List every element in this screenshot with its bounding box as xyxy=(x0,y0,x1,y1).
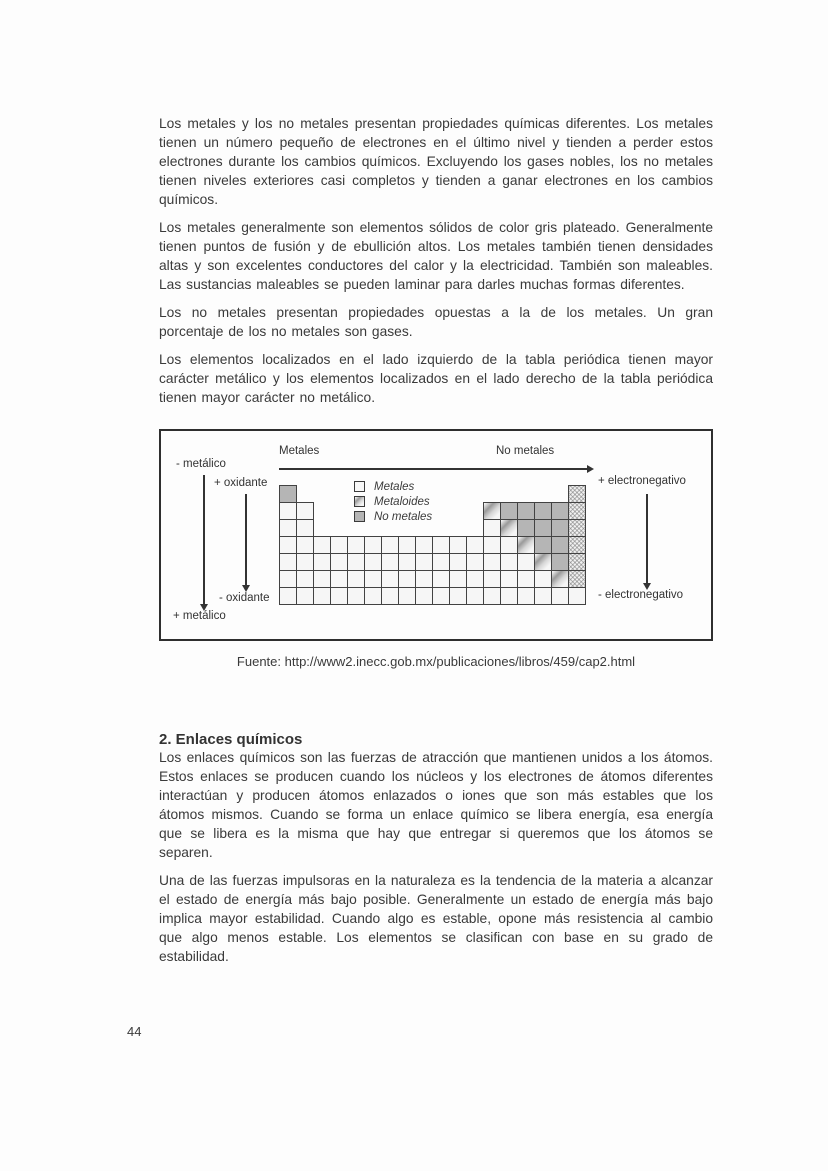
periodic-cell xyxy=(279,553,297,571)
figure-source-caption: Fuente: http://www2.inecc.gob.mx/publicaciones/libros/459/cap2.html xyxy=(236,654,636,669)
periodic-cell xyxy=(398,553,416,571)
periodic-cell xyxy=(500,519,518,537)
legend-label-metaloides: Metaloides xyxy=(374,495,430,508)
metales-no-metales-arrow-icon xyxy=(279,468,587,470)
periodic-cell xyxy=(568,587,586,605)
periodic-cell xyxy=(551,587,569,605)
periodic-cell xyxy=(432,587,450,605)
periodic-cell xyxy=(313,536,331,554)
periodic-cell xyxy=(551,570,569,588)
periodic-cell xyxy=(296,502,314,520)
periodic-cell xyxy=(483,536,501,554)
periodic-cell xyxy=(347,536,365,554)
periodic-cell xyxy=(568,502,586,520)
periodic-cell xyxy=(415,570,433,588)
periodic-cell xyxy=(364,536,382,554)
periodic-cell xyxy=(483,587,501,605)
periodic-cell xyxy=(483,519,501,537)
periodic-cell xyxy=(568,570,586,588)
periodic-cell xyxy=(381,587,399,605)
periodic-cell xyxy=(279,570,297,588)
paragraph-enlaces-quimicos: Los enlaces químicos son las fuerzas de atracción que mantienen unidos a los átomos. Estos enlaces se producen cuando los núcleos y los electrones de átomos diferentes interactúan y producen átomos enlazados o iones que son más estables que los átomos mismos. Cuando se forma un enlace químico se libera energía, esa energía que se libera es la misma que hay que entregar si queremos que los átomos se separen. xyxy=(159,750,713,860)
periodic-table-figure xyxy=(159,429,713,641)
paragraph-metales-no-metales: Los metales y los no metales presentan propiedades químicas diferentes. Los metales tienen un número pequeño de electrones en el último nivel y tienden a perder estos electrones durante los cambios químicos. Excluyendo los gases nobles, los no metales tienen niveles exteriores casi completos y tienden a ganar electrones en los cambios químicos. xyxy=(159,116,713,207)
periodic-cell xyxy=(296,553,314,571)
periodic-cell xyxy=(296,536,314,554)
paragraph-propiedades-metales: Los metales generalmente son elementos sólidos de color gris plateado. Generalmente tienen puntos de fusión y de ebullición altos. Los metales también tienen densidades altas y son excelentes conductores del calor y la electricidad. También son maleables. Las sustancias maleables se pueden laminar para darles muchas formas diferentes. xyxy=(159,220,713,292)
no-metales-axis-label: No metales xyxy=(496,445,555,457)
periodic-cell xyxy=(279,536,297,554)
periodic-cell xyxy=(568,485,586,503)
periodic-cell xyxy=(313,570,331,588)
menos-metalico-label: - metálico xyxy=(176,458,226,470)
periodic-cell xyxy=(517,502,535,520)
periodic-cell xyxy=(568,553,586,571)
paragraph-no-metales-gases: Los no metales presentan propiedades opuestas a la de los metales. Un gran porcentaje de los no metales son gases. xyxy=(159,305,713,339)
periodic-cell xyxy=(279,519,297,537)
periodic-cell xyxy=(330,536,348,554)
periodic-cell xyxy=(534,502,552,520)
periodic-cell xyxy=(415,587,433,605)
legend-label-no-metales: No metales xyxy=(374,510,433,523)
menos-oxidante-label: - oxidante xyxy=(219,592,270,604)
periodic-cell xyxy=(466,553,484,571)
periodic-cell xyxy=(534,570,552,588)
periodic-cell xyxy=(364,553,382,571)
periodic-cell xyxy=(449,587,467,605)
page-number: 44 xyxy=(127,1024,142,1039)
periodic-cell xyxy=(517,536,535,554)
mas-metalico-label: + metálico xyxy=(173,610,226,622)
periodic-cell xyxy=(466,536,484,554)
periodic-cell xyxy=(296,519,314,537)
periodic-cell xyxy=(500,536,518,554)
periodic-cell xyxy=(364,570,382,588)
periodic-cell xyxy=(500,587,518,605)
periodic-cell xyxy=(330,553,348,571)
periodic-cell xyxy=(534,519,552,537)
periodic-cell xyxy=(517,553,535,571)
periodic-cell xyxy=(466,587,484,605)
periodic-cell xyxy=(551,502,569,520)
periodic-cell xyxy=(534,553,552,571)
periodic-cell xyxy=(415,553,433,571)
periodic-cell xyxy=(534,587,552,605)
periodic-cell xyxy=(313,587,331,605)
periodic-cell xyxy=(398,587,416,605)
periodic-cell xyxy=(330,587,348,605)
periodic-cell xyxy=(551,553,569,571)
periodic-cell xyxy=(568,536,586,554)
periodic-cell xyxy=(483,570,501,588)
periodic-cell xyxy=(347,553,365,571)
periodic-cell xyxy=(432,570,450,588)
periodic-cell xyxy=(398,570,416,588)
periodic-cell xyxy=(517,587,535,605)
periodic-cell xyxy=(296,587,314,605)
periodic-cell xyxy=(381,570,399,588)
periodic-cell xyxy=(279,485,297,503)
periodic-cell xyxy=(279,502,297,520)
mas-oxidante-label: + oxidante xyxy=(214,477,268,489)
mas-electronegativo-label: + electronegativo xyxy=(598,475,686,487)
periodic-cell xyxy=(415,536,433,554)
periodic-cell xyxy=(347,587,365,605)
periodic-table-grid xyxy=(279,485,587,606)
periodic-cell xyxy=(551,519,569,537)
periodic-cell xyxy=(279,587,297,605)
periodic-cell xyxy=(347,570,365,588)
periodic-cell xyxy=(500,502,518,520)
periodic-cell xyxy=(500,570,518,588)
periodic-cell xyxy=(364,587,382,605)
menos-electronegativo-label: - electronegativo xyxy=(598,589,684,601)
periodic-cell xyxy=(313,553,331,571)
periodic-cell xyxy=(381,536,399,554)
periodic-cell xyxy=(449,570,467,588)
periodic-cell xyxy=(551,536,569,554)
paragraph-fuerzas-impulsoras: Una de las fuerzas impulsoras en la naturaleza es la tendencia de la materia a alcanzar el estado de energía más bajo posible. Generalmente un estado de energía más bajo implica mayor estabilidad. Cuando algo es estable, opone más resistencia al cambio que algo menos estable. Los elementos se clasifican con base en su grado de estabilidad. xyxy=(159,873,713,964)
periodic-cell xyxy=(534,536,552,554)
content-column xyxy=(159,114,713,975)
periodic-cell xyxy=(432,553,450,571)
periodic-cell xyxy=(449,553,467,571)
oxidante-axis-arrow-icon xyxy=(245,494,247,586)
section-heading-enlaces: 2. Enlaces químicos xyxy=(159,731,303,748)
metalico-axis-arrow-icon xyxy=(203,475,205,605)
periodic-cell xyxy=(449,536,467,554)
periodic-cell xyxy=(330,570,348,588)
periodic-cell xyxy=(381,553,399,571)
metales-axis-label: Metales xyxy=(279,445,320,457)
periodic-cell xyxy=(483,553,501,571)
periodic-cell xyxy=(568,519,586,537)
legend-label-metales: Metales xyxy=(374,480,415,493)
periodic-cell xyxy=(296,570,314,588)
electronegativo-axis-arrow-icon xyxy=(646,494,648,584)
periodic-cell xyxy=(483,502,501,520)
periodic-cell xyxy=(466,570,484,588)
periodic-cell xyxy=(500,553,518,571)
periodic-cell xyxy=(432,536,450,554)
periodic-cell xyxy=(517,519,535,537)
paragraph-caracter-metalico: Los elementos localizados en el lado izquierdo de la tabla periódica tienen mayor carácter metálico y los elementos localizados en el lado derecho de la tabla periódica tienen mayor carácter no metálico. xyxy=(159,352,713,405)
periodic-cell xyxy=(398,536,416,554)
periodic-cell xyxy=(517,570,535,588)
